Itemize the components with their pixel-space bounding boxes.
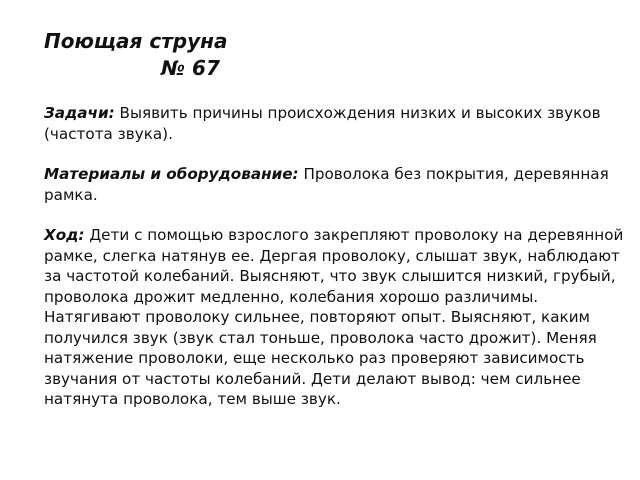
page-title: Поющая струна [44, 29, 228, 53]
experiment-number: № 67 [161, 56, 220, 80]
tasks-text: Выявить причины происхождения низких и высоких звуков (частота звука). [44, 104, 601, 143]
procedure-label: Ход: [44, 226, 85, 244]
slide-content [44, 28, 624, 410]
procedure-text: Дети с помощью взрослого закрепляют проволоку на деревянной рамке, слегка натянув ее. Дергая проволоку, слышат звук, наблюдают за частотой колебаний. Выясняют, что звук слышится низкий, грубый, проволока дрожит медленно, колебания хорошо различимы. Натягивают проволоку сильнее, повторяют опыт. Выясняют, каким получился звук (звук стал тоньше, проволока часто дрожит). Меняя натяжение проволоки, еще несколько раз проверяют зависимость звучания от частоты колебаний. Дети делают вывод: чем сильнее натянута проволока, тем выше звук. [44, 226, 624, 408]
procedure-section [44, 225, 624, 410]
materials-section [44, 164, 624, 205]
tasks-label: Задачи: [44, 104, 115, 122]
materials-text: Проволока без покрытия, деревянная рамка. [44, 165, 609, 204]
tasks-section [44, 103, 624, 144]
materials-label: Материалы и оборудование: [44, 165, 299, 183]
